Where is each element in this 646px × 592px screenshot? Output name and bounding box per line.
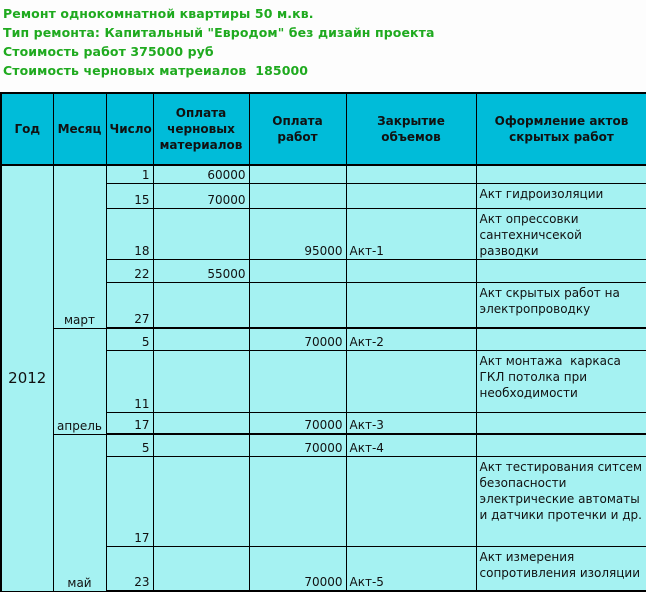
cell-day: 18: [106, 208, 153, 259]
cell-hidden-works-act: Акт скрытых работ на электропроводку: [476, 282, 646, 328]
cell-month: апрель: [53, 328, 106, 434]
intro-line-2: Тип ремонта: Капитальный "Евродом" без дизайн проекта: [3, 25, 435, 40]
cell-day: 17: [106, 412, 153, 434]
cell-work-payment: 95000: [249, 208, 346, 259]
cell-volume-closing: [346, 165, 476, 183]
cell-rough-materials: [153, 328, 249, 350]
table-header-row: [1, 93, 646, 165]
cell-hidden-works-act: Акт тестирования ситсем безопасности электрические автоматы и датчики протечки и др.: [476, 456, 646, 546]
cell-rough-materials: [153, 208, 249, 259]
column-header-hidden-works-acts: Оформление актов скрытых работ: [476, 93, 646, 165]
intro-line-3: Стоимость работ 375000 руб: [3, 44, 214, 59]
cell-work-payment: 70000: [249, 412, 346, 434]
column-header-work-payment: Оплата работ: [249, 93, 346, 165]
cell-work-payment: [249, 282, 346, 328]
cell-rough-materials: 55000: [153, 259, 249, 282]
cell-work-payment: [249, 165, 346, 183]
cell-volume-closing: Акт-2: [346, 328, 476, 350]
column-header-year: Год: [1, 93, 53, 165]
intro-line-1: Ремонт однокомнатной квартиры 50 м.кв.: [3, 6, 314, 21]
cell-work-payment: 70000: [249, 328, 346, 350]
cell-work-payment: [249, 350, 346, 412]
cell-volume-closing: Акт-5: [346, 546, 476, 591]
cell-volume-closing: [346, 456, 476, 546]
cell-month: май: [53, 434, 106, 591]
cell-hidden-works-act: [476, 412, 646, 434]
cell-work-payment: [249, 183, 346, 208]
table-row: [1, 434, 646, 456]
cell-volume-closing: Акт-4: [346, 434, 476, 456]
cell-day: 15: [106, 183, 153, 208]
cell-work-payment: 70000: [249, 546, 346, 591]
cell-volume-closing: [346, 183, 476, 208]
table-row: [1, 165, 646, 183]
column-header-volume-closing: Закрытие объемов: [346, 93, 476, 165]
cell-work-payment: [249, 456, 346, 546]
cell-hidden-works-act: [476, 434, 646, 456]
cell-day: 5: [106, 434, 153, 456]
cell-rough-materials: [153, 350, 249, 412]
cell-hidden-works-act: Акт опрессовки сантехничсекой разводки: [476, 208, 646, 259]
column-header-month: Месяц: [53, 93, 106, 165]
cell-hidden-works-act: Акт монтажа каркаса ГКЛ потолка при необходимости: [476, 350, 646, 412]
cell-volume-closing: Акт-1: [346, 208, 476, 259]
cell-hidden-works-act: Акт измерения сопротивления изоляции: [476, 546, 646, 591]
cell-day: 23: [106, 546, 153, 591]
cell-year: 2012: [1, 165, 53, 591]
cell-rough-materials: [153, 412, 249, 434]
cell-rough-materials: [153, 282, 249, 328]
cell-rough-materials: [153, 456, 249, 546]
cell-day: 1: [106, 165, 153, 183]
column-header-rough-materials-payment: Оплата черновых материалов: [153, 93, 249, 165]
table-body: [1, 165, 646, 591]
cell-day: 17: [106, 456, 153, 546]
column-header-day: Число: [106, 93, 153, 165]
cell-hidden-works-act: [476, 259, 646, 282]
cell-volume-closing: Акт-3: [346, 412, 476, 434]
cell-rough-materials: 70000: [153, 183, 249, 208]
intro-line-4: Стоимость черновых матреиалов 185000: [3, 63, 309, 78]
cell-hidden-works-act: Акт гидроизоляции: [476, 183, 646, 208]
cell-rough-materials: [153, 434, 249, 456]
cell-work-payment: [249, 259, 346, 282]
cell-rough-materials: 60000: [153, 165, 249, 183]
cell-rough-materials: [153, 546, 249, 591]
cell-volume-closing: [346, 282, 476, 328]
cell-day: 5: [106, 328, 153, 350]
cell-day: 22: [106, 259, 153, 282]
cell-hidden-works-act: [476, 328, 646, 350]
cell-volume-closing: [346, 350, 476, 412]
table-row: [1, 328, 646, 350]
cell-day: 27: [106, 282, 153, 328]
cell-day: 11: [106, 350, 153, 412]
intro-block: [0, 0, 646, 92]
repair-schedule-table: [0, 92, 646, 592]
cell-volume-closing: [346, 259, 476, 282]
cell-hidden-works-act: [476, 165, 646, 183]
cell-work-payment: 70000: [249, 434, 346, 456]
cell-month: март: [53, 165, 106, 328]
